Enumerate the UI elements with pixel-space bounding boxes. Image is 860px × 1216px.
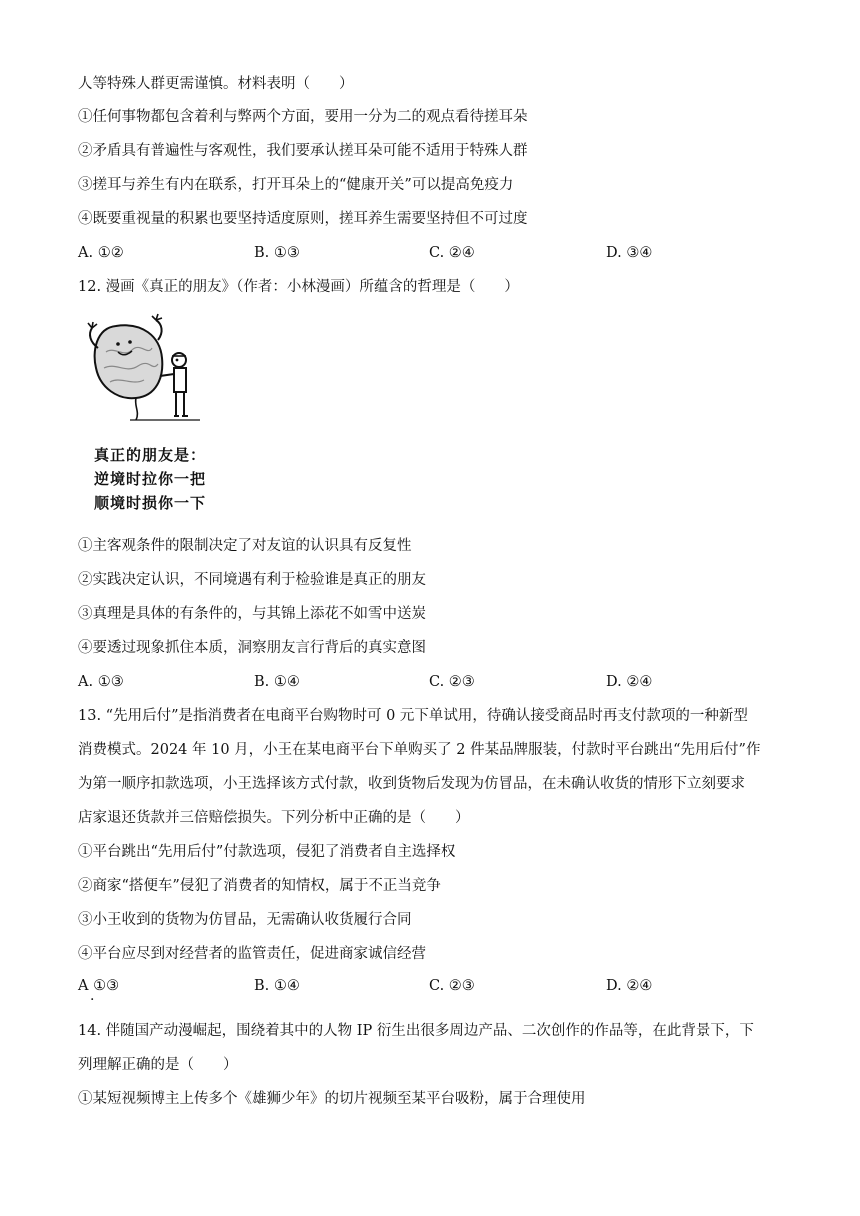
stray-dot: ·: [90, 992, 95, 1008]
q12-item-1: ①主客观条件的限制决定了对友谊的认识具有反复性: [78, 538, 412, 554]
q12-option-b: B. ①④: [254, 674, 300, 690]
q13-item-3: ③小王收到的货物为仿冒品，无需确认收货履行合同: [78, 912, 412, 928]
q12-item-4: ④要透过现象抓住本质，洞察朋友言行背后的真实意图: [78, 640, 426, 656]
q14-stem-line-1: 14. 伴随国产动漫崛起，围绕着其中的人物 IP 衍生出很多周边产品、二次创作的作品等，在此背景下，下: [78, 1023, 754, 1039]
q13-stem-line-3: 为第一顺序扣款选项，小王选择该方式付款，收到货物后发现为仿冒品，在未确认收货的情形下立刻要求: [78, 776, 745, 792]
q13-options: [78, 976, 778, 1008]
person-body: [174, 368, 186, 392]
comic-caption-line-2: 逆境时拉你一把: [94, 470, 207, 488]
q12-stem: 12. 漫画《真正的朋友》（作者：小林漫画）所蕴含的哲理是（ ）: [78, 279, 519, 295]
comic-drawing: [78, 312, 228, 432]
q11-option-c: C. ②④: [429, 245, 475, 261]
comic-caption-line-3: 顺境时损你一下: [94, 494, 207, 512]
q12-option-c: C. ②③: [429, 674, 475, 690]
q12-option-d: D. ②④: [606, 674, 653, 690]
q11-stem-tail: 人等特殊人群更需谨慎。材料表明（ ）: [78, 76, 354, 92]
q13-item-1: ①平台跳出“先用后付”付款选项，侵犯了消费者自主选择权: [78, 844, 456, 860]
q11-item-4: ④既要重视量的积累也要坚持适度原则，搓耳养生需要坚持但不可过度: [78, 211, 528, 227]
q11-option-a: A. ①②: [78, 245, 124, 261]
q13-item-2: ②商家“搭便车”侵犯了消费者的知情权，属于不正当竞争: [78, 878, 441, 894]
q14-stem-line-2: 列理解正确的是（ ）: [78, 1057, 238, 1073]
balloon-friend-body: [95, 325, 163, 398]
q11-option-b: B. ①③: [254, 245, 300, 261]
q11-item-2: ②矛盾具有普遍性与客观性，我们要承认搓耳朵可能不适用于特殊人群: [78, 143, 528, 159]
q14-item-1: ①某短视频博主上传多个《雄狮少年》的切片视频至某平台吸粉，属于合理使用: [78, 1091, 586, 1107]
q13-option-b: B. ①④: [254, 978, 300, 994]
q13-stem-line-4: 店家退还货款并三倍赔偿损失。下列分析中正确的是（ ）: [78, 810, 470, 826]
q11-item-1: ①任何事物都包含着利与弊两个方面，要用一分为二的观点看待搓耳朵: [78, 109, 528, 125]
friendship-comic: [78, 312, 228, 522]
q13-option-d: D. ②④: [606, 978, 653, 994]
q11-item-3: ③搓耳与养生有内在联系，打开耳朵上的“健康开关”可以提高免疫力: [78, 177, 514, 193]
q13-stem-line-2: 消费模式。2024 年 10 月，小王在某电商平台下单购买了 2 件某品牌服装，付款时平台跳出“先用后付”作: [78, 742, 761, 758]
person-head: [172, 353, 186, 367]
q12-options: [78, 672, 778, 692]
q12-option-a: A. ①③: [78, 674, 124, 690]
q11-options: [78, 243, 778, 263]
q13-stem-line-1: 13. “先用后付”是指消费者在电商平台购物时可 0 元下单试用，待确认接受商品时再支付款项的一种新型: [78, 708, 748, 724]
q13-option-a: A ①③: [78, 978, 120, 994]
q11-option-d: D. ③④: [606, 245, 653, 261]
q12-item-2: ②实践决定认识，不同境遇有利于检验谁是真正的朋友: [78, 572, 426, 588]
q12-item-3: ③真理是具体的有条件的，与其锦上添花不如雪中送炭: [78, 606, 426, 622]
q13-item-4: ④平台应尽到对经营者的监管责任，促进商家诚信经营: [78, 946, 426, 962]
comic-caption-line-1: 真正的朋友是：: [94, 446, 207, 464]
q13-option-c: C. ②③: [429, 978, 475, 994]
